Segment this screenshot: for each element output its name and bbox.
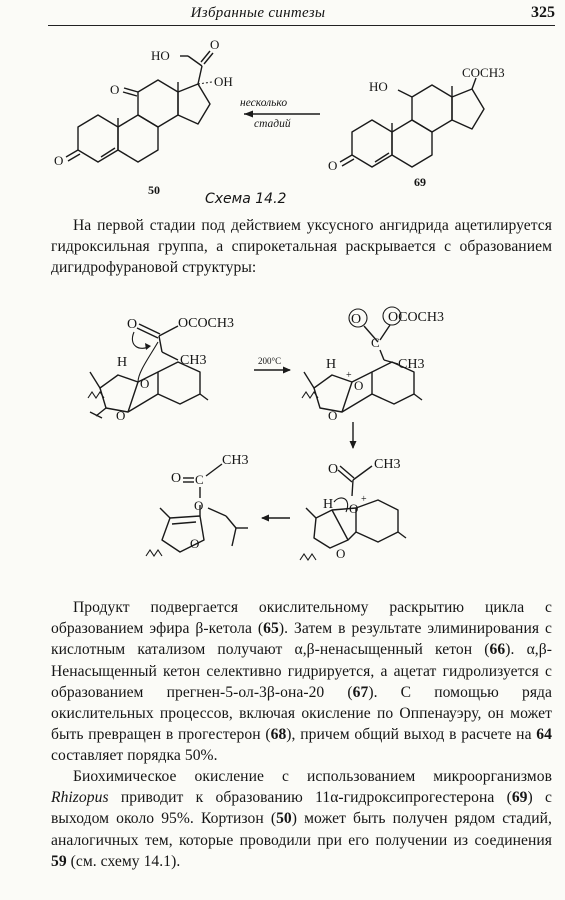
- paragraph-oxidation: Продукт подвергается окислительному раскрытию цикла с образованием эфира β-кетола (65). Затем в результате элиминирования с кислотным катализом получают α,β-ненасыщенный кетон (66). α,β-Ненасыщенный кетон селективно гидрируется, а ацетат гидролизуется с образованием прегнен-5-ол-3β-она-20 (67). С помощью ряда окислительных процессов, включая окисление по Оппенауэру, он может быть превращен в прогестерон (68), причем общий выход в расчете на 64 составляет порядка 50%.: [51, 599, 553, 765]
- label-o: O: [171, 471, 182, 486]
- arrow-label: стадий: [254, 118, 291, 130]
- mechanism-step-3: [300, 457, 406, 561]
- paragraph-intro: На первой стадии под действием уксусного ангидрида ацетилируется гидроксильная группа, а спирокетальная раскрывается с образованием дигидрофурановой структуры:: [51, 217, 552, 277]
- compound-ref: 50: [276, 810, 292, 828]
- label-oh: OH: [214, 74, 233, 89]
- compound-ref: 59: [51, 852, 67, 870]
- label-o: O: [140, 376, 150, 391]
- scheme-caption: Схема 14.2: [205, 191, 287, 207]
- label-o: O: [194, 498, 204, 513]
- label-o: O: [54, 153, 64, 168]
- label-o: O: [336, 546, 346, 561]
- label-h: H: [323, 497, 334, 512]
- compound-label: 50: [148, 183, 160, 197]
- label-acetate: OCOCH3: [388, 310, 445, 325]
- label-o: O: [349, 501, 359, 516]
- label-methyl: CH3: [180, 353, 207, 368]
- label-o-minus: O: [351, 312, 362, 327]
- label-c: C: [371, 335, 380, 350]
- label-h: H: [326, 357, 337, 372]
- label-ho: HO: [151, 48, 170, 63]
- label-charge: +: [346, 370, 352, 381]
- label-c: C: [195, 472, 204, 487]
- label-o: O: [328, 158, 338, 173]
- paragraph-biochemical: Биохимическое окисление с использованием микроорганизмов Rhizopus приводит к образованию 11α-гидроксипрогестерона (69) с выходом около 95%. Кортизон (50) может быть получен рядом стадий, аналогичных тем, которые проводили при его получении из соединения 59 (см. схему 14.1).: [51, 768, 552, 870]
- compound-ref: 69: [511, 789, 528, 807]
- label-ho: HO: [369, 79, 388, 94]
- compound-ref: 67: [352, 683, 369, 701]
- label-h: H: [117, 355, 128, 370]
- label-acetate: OCOCH3: [178, 316, 235, 331]
- mechanism-arrow-3: [261, 515, 290, 522]
- mechanism-step-4: [146, 453, 248, 556]
- label-o: O: [127, 317, 138, 332]
- label-o: O: [210, 37, 220, 52]
- compound-ref: 64: [536, 726, 552, 744]
- label-o: O: [354, 378, 364, 393]
- mechanism-arrow-2: [350, 422, 357, 449]
- page-number: 325: [531, 4, 555, 21]
- label-methyl: CH3: [222, 453, 249, 468]
- arrow-label: 200°C: [258, 356, 282, 366]
- mechanism-arrow-1: [254, 356, 291, 374]
- label-methyl: CH3: [398, 357, 425, 372]
- label-o: O: [116, 408, 126, 423]
- mechanism-step-1: [88, 316, 234, 423]
- genus-name: Rhizopus: [51, 789, 109, 807]
- arrow-label: несколько: [240, 97, 288, 109]
- label-o: O: [190, 536, 200, 551]
- structure-cortisone: [54, 37, 233, 197]
- structure-hydroxyprogesterone: [328, 65, 505, 189]
- label-o: O: [328, 408, 338, 423]
- compound-ref: 65: [263, 620, 279, 638]
- header-title: Избранные синтезы: [190, 5, 326, 21]
- label-o: O: [328, 462, 339, 477]
- compound-ref: 68: [270, 726, 287, 744]
- label-methyl: CH3: [374, 457, 401, 472]
- label-acetyl: COCH3: [462, 65, 505, 80]
- mechanism-step-2: [302, 307, 444, 423]
- label-charge: +: [361, 494, 367, 505]
- reaction-arrow: [240, 97, 320, 130]
- label-o: O: [110, 82, 120, 97]
- compound-label: 69: [414, 175, 426, 189]
- compound-ref: 66: [489, 641, 506, 659]
